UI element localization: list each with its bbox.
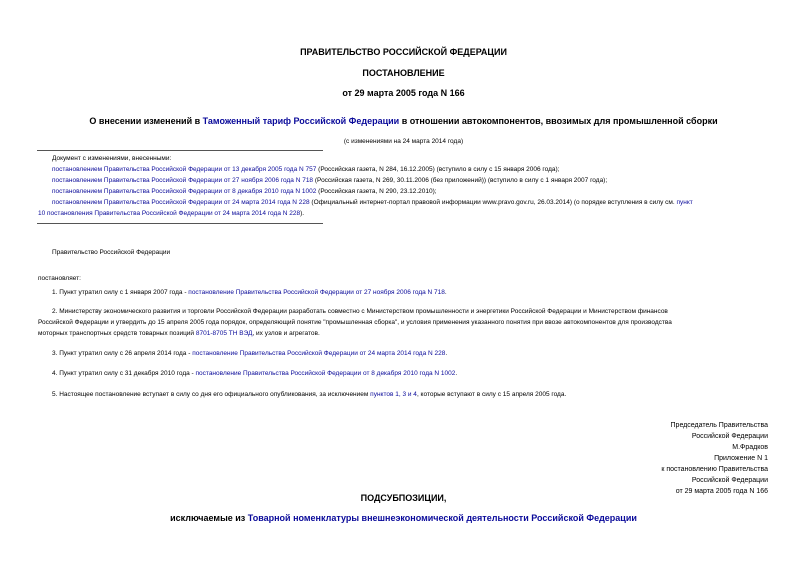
doc-type: ПОСТАНОВЛЕНИЕ [362, 68, 445, 78]
p1-end: . [444, 289, 447, 296]
amendment-item [52, 177, 607, 184]
paragraph-2-line2: Российской Федерации и утвердить до 15 апреля 2005 года порядок, определяющий понятие "промышленная сборка", и условия применения указанного понятия при ввозе автокомпонентов для производства [38, 319, 672, 326]
amendment-text: (Российская газета, N 290, 23.12.2010); [316, 188, 437, 195]
p3-end: . [445, 350, 448, 357]
p1-link[interactable]: постановление Правительства Российской Федерации от 27 ноября 2006 года N 718 [188, 289, 445, 296]
amendment-item-cont [38, 210, 304, 217]
p3-text: 3. Пункт утратил силу с 26 апреля 2014 года - [52, 350, 193, 357]
signature-block [560, 420, 768, 497]
paragraph-5 [52, 391, 566, 398]
amendment-link[interactable]: 10 постановления Правительства Российской Федерации от 24 марта 2014 года N 228 [38, 210, 301, 217]
appendix-number: Приложение N 1 [714, 455, 768, 462]
paragraph-3 [52, 350, 447, 357]
government-name: Правительство Российской Федерации [52, 249, 171, 256]
tn-ved-nomenclature-link[interactable]: Товарной номенклатуры внешнеэкономической деятельности Российской Федерации [247, 513, 637, 523]
paragraph-4 [52, 370, 457, 377]
paragraph-1 [52, 289, 447, 296]
amendment-link[interactable]: постановлением Правительства Российской Федерации от 8 декабря 2010 года N 1002 [52, 188, 317, 195]
paragraph-2-line1: 2. Министерству экономического развития и торговли Российской Федерации разработать совместно с Министерством промышленности и энергетики Российской Федерации и Министерством финансов [52, 308, 668, 315]
p5-text: 5. Настоящее постановление вступает в силу со дня его официального опубликования, за исключением [52, 391, 371, 398]
p4-link[interactable]: постановление Правительства Российской Федерации от 8 декабря 2010 года N 1002 [195, 370, 456, 377]
paragraph-2-line3 [38, 330, 320, 337]
amendments-heading: Документ с изменениями, внесенными: [52, 155, 172, 162]
signature-title: Председатель Правительства [670, 422, 768, 429]
p4-end: . [455, 370, 458, 377]
tn-ved-link[interactable]: 8701-8705 ТН ВЭД [195, 330, 253, 337]
amendment-text: (Российская газета, N 284, 16.12.2005) (вступило в силу с 15 января 2006 года); [316, 166, 560, 173]
p3-link[interactable]: постановление Правительства Российской Федерации от 24 марта 2014 года N 228 [192, 350, 446, 357]
amendment-text: ). [300, 210, 305, 217]
decrees-word: постановляет: [38, 275, 81, 282]
appendix-ref: к постановлению Правительства [661, 466, 768, 473]
p1-text: 1. Пункт утратил силу с 1 января 2007 года - [52, 289, 189, 296]
amendment-text: (Российская газета, N 269, 30.11.2006 (без приложений)) (вступило в силу с 1 января 2007 года); [313, 177, 608, 184]
org-name: ПРАВИТЕЛЬСТВО РОССИЙСКОЙ ФЕДЕРАЦИИ [300, 47, 507, 57]
amendment-link[interactable]: постановлением Правительства Российской Федерации от 13 декабря 2005 года N 757 [52, 166, 317, 173]
amendment-link[interactable]: постановлением Правительства Российской Федерации от 24 марта 2014 года N 228 [52, 199, 310, 206]
amendment-text: (Официальный интернет-портал правовой информации www.pravo.gov.ru, 26.03.2014) (о порядке вступления в силу см. [309, 199, 677, 206]
p2-post: , их узлов и агрегатов. [252, 330, 320, 337]
divider-bottom [37, 223, 323, 224]
title-pre: О внесении изменений в [89, 116, 203, 126]
amendment-link[interactable]: постановлением Правительства Российской Федерации от 27 ноября 2006 года N 718 [52, 177, 314, 184]
p4-text: 4. Пункт утратил силу с 31 декабря 2010 года - [52, 370, 196, 377]
subpositions-heading: ПОДСУБПОЗИЦИИ, [360, 493, 447, 503]
title-post: в отношении автокомпонентов, ввозимых для промышленной сборки [399, 116, 718, 126]
divider-top [37, 150, 323, 151]
p2-pre: моторных транспортных средств товарных позиций [38, 330, 196, 337]
customs-tariff-link[interactable]: Таможенный тариф Российской Федерации [202, 116, 400, 126]
signature-name: М.Фрадков [732, 444, 768, 451]
edition-note: (с изменениями на 24 марта 2014 года) [343, 138, 464, 145]
p5-end: , которые вступают в силу с 15 апреля 2005 года. [416, 391, 567, 398]
subpositions-subheading [0, 513, 807, 523]
signature-org: Российской Федерации [691, 433, 768, 440]
doc-date-number: от 29 марта 2005 года N 166 [342, 88, 465, 98]
doc-title [0, 116, 807, 126]
amendment-point-link[interactable]: пункт [676, 199, 693, 206]
p5-link[interactable]: пунктов 1, 3 и 4 [370, 391, 417, 398]
subpos-pre: исключаемые из [170, 513, 248, 523]
amendment-item [52, 166, 560, 173]
appendix-org: Российской Федерации [691, 477, 768, 484]
amendment-item [52, 188, 437, 195]
amendment-item [52, 199, 693, 206]
appendix-date: от 29 марта 2005 года N 166 [675, 488, 768, 495]
